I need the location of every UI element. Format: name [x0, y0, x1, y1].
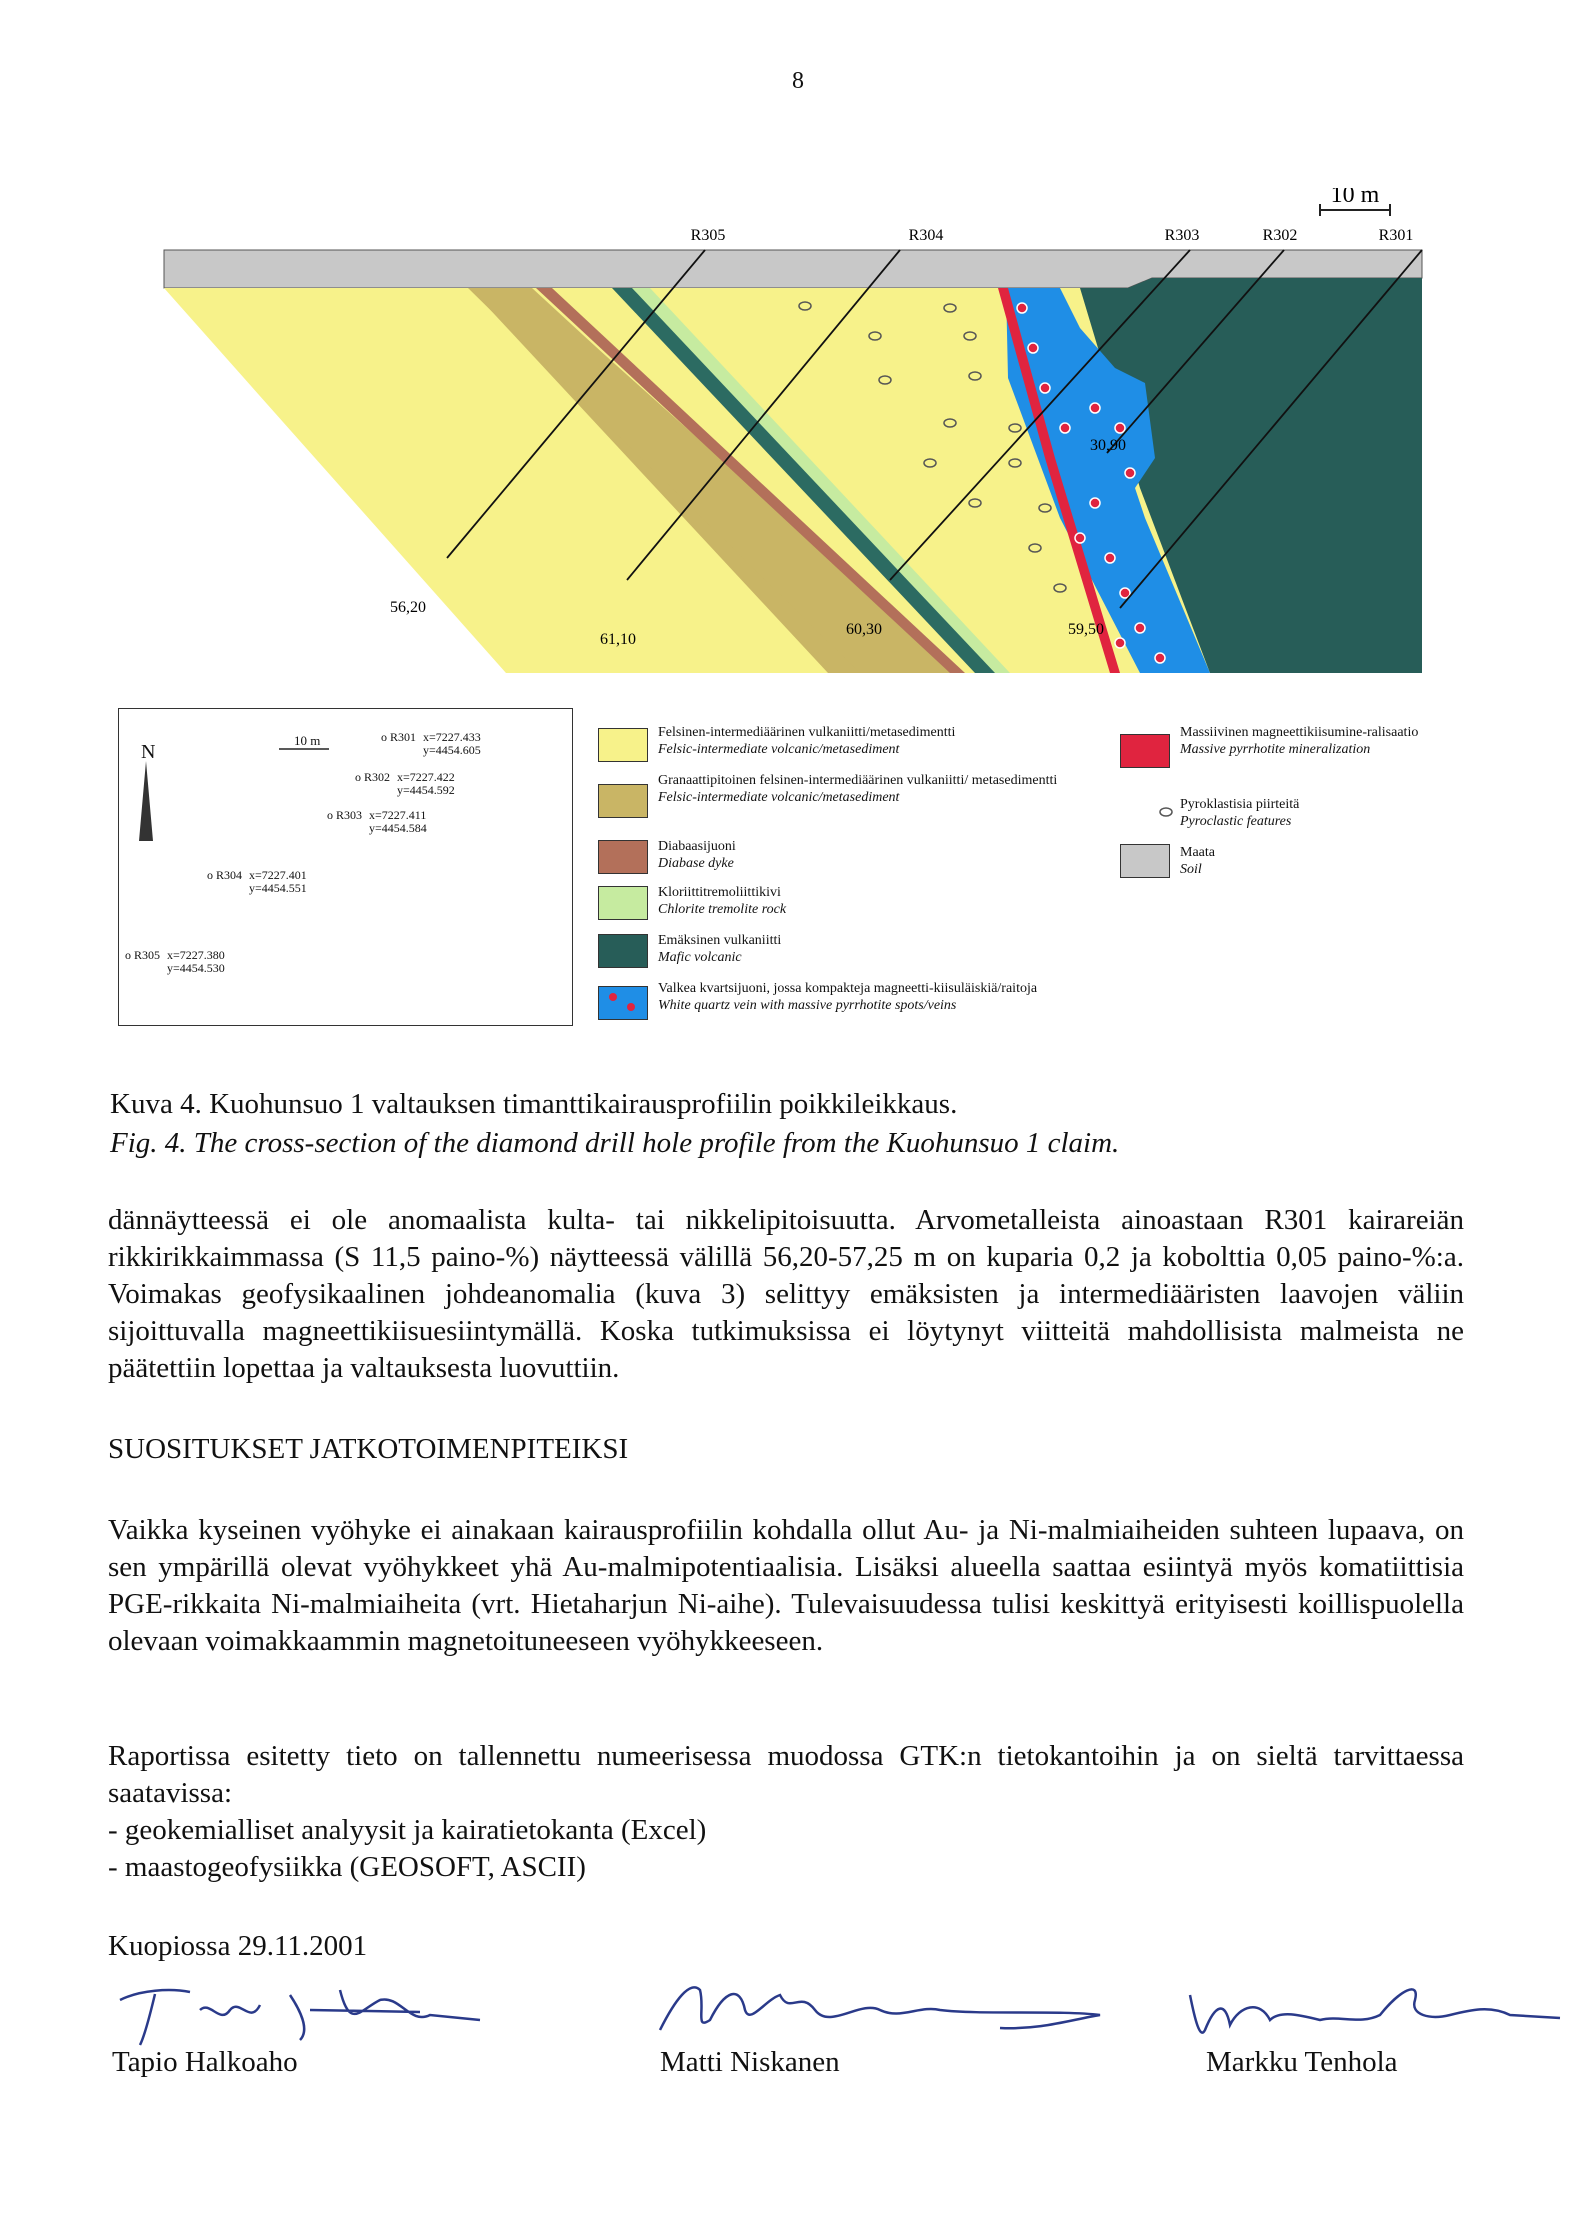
caption-en: Fig. 4. The cross-section of the diamond drill hole profile from the Kuohunsuo 1 claim. — [110, 1127, 1120, 1159]
location-map — [118, 708, 573, 1026]
legend-swatch-soil — [1120, 844, 1170, 878]
legend-swatch-chlorite — [598, 886, 648, 920]
signatory-2: Matti Niskanen — [660, 2046, 840, 2078]
list-item: - maastogeofysiikka (GEOSOFT, ASCII) — [108, 1851, 586, 1883]
legend-item-garnet: Granaattipitoinen felsinen-intermediäärinen vulkaniitti/ metasedimentti Felsic-intermediate volcanic/metasediment — [658, 773, 1058, 805]
north-arrow — [139, 761, 153, 841]
north-label: N — [141, 741, 156, 763]
legend-item-soil: Maata Soil — [1180, 845, 1215, 877]
map-point-r304: o R304 x=7227.401 y=4454.551 — [207, 868, 307, 895]
legend-item-quartz: Valkea kvartsijuoni, jossa kompakteja magneetti-kiisuläiskiä/raitoja White quartz vein with massive pyrrhotite spots/veins — [658, 981, 1038, 1013]
legend-swatch-diabase — [598, 840, 648, 874]
map-point-r303: o R303 x=7227.411 y=4454.584 — [327, 808, 427, 835]
legend-item-chlorite: Kloriittitremoliittikivi Chlorite tremolite rock — [658, 885, 787, 917]
page-number: 8 — [792, 68, 804, 94]
map-point-r305: o R305 x=7227.380 y=4454.530 — [125, 948, 225, 975]
legend-item-diabase: Diabaasijuoni Diabase dyke — [658, 839, 736, 871]
legend-swatch-mafic — [598, 934, 648, 968]
svg-text:59,50: 59,50 — [1068, 621, 1104, 638]
place-date: Kuopiossa 29.11.2001 — [108, 1930, 368, 1962]
svg-text:R302: R302 — [1262, 227, 1298, 244]
data-list — [108, 1812, 1464, 1886]
svg-text:R304: R304 — [908, 227, 944, 244]
map-point-r302: o R302 x=7227.422 y=4454.592 — [355, 770, 455, 797]
legend-swatch-garnet — [598, 784, 648, 818]
svg-text:30,90: 30,90 — [1090, 437, 1126, 454]
svg-text:R305: R305 — [690, 227, 726, 244]
drillhole-labels — [691, 227, 1414, 244]
legend-item-pyrrhotite: Massiivinen magneettikiisumine-ralisaatio Massive pyrrhotite mineralization — [1180, 725, 1419, 757]
list-item: - geokemialliset analyysit ja kairatietokanta (Excel) — [108, 1814, 707, 1846]
paragraph-1: dännäytteessä ei ole anomaalista kulta- tai nikkelipitoisuutta. Arvometalleista ainoastaan R301 kairareiän rikkirikkaimmassa (S 11,5 paino-%) näytteessä välillä 56,20-57,25 m on kuparia 0,2 ja kobolttia 0,05 paino-%:a. Voimakas geofysikaalinen johdeanomalia (kuva 3) selittyy emäksisten ja intermediääristen laavojen väliin sijoittuvalla magneettikiisuesiintymällä. Koska tutkimuksissa ei löytynyt viitteitä mahdollisista malmeista ne päätettiin lopettaa ja valtauksesta luovuttiin. — [108, 1204, 1464, 1384]
legend-swatch-quartz — [598, 986, 648, 1020]
scale-label: 10 m — [1330, 188, 1380, 208]
svg-text:60,30: 60,30 — [846, 621, 882, 638]
cross-section-figure — [160, 188, 1430, 688]
map-scale-label: 10 m — [294, 733, 321, 748]
legend-column-1 — [598, 724, 1118, 1044]
paragraph-2: Vaikka kyseinen vyöhyke ei ainakaan kairausprofiilin kohdalla ollut Au- ja Ni-malmiaiheiden suhteen lupaava, on sen ympärillä olevat vyöhykkeet yhä Au-malmipotentiaalisia. Lisäksi alueella saattaa esiintyä myös komatiittisia PGE-rikkaita Ni-malmiaiheita (vrt. Hietaharjun Ni-aihe). Tulevaisuudessa tulisi keskittyä erityisesti koillispuolella olevaan voimakkaammin magnetoituneeseen vyöhykkeeseen. — [108, 1514, 1464, 1657]
legend-item-pyroclastic: Pyroklastisia piirteitä Pyroclastic features — [1180, 797, 1300, 829]
section-heading: SUOSITUKSET JATKOTOIMENPITEIKSI — [108, 1433, 629, 1465]
map-point-r301: o R301 x=7227.433 y=4454.605 — [381, 730, 481, 757]
legend-column-2 — [1120, 724, 1460, 894]
signatory-3: Markku Tenhola — [1206, 2046, 1398, 2078]
legend-item-felsic: Felsinen-intermediäärinen vulkaniitti/metasedimentti Felsic-intermediate volcanic/metasediment — [658, 725, 956, 757]
svg-text:R303: R303 — [1164, 227, 1200, 244]
legend-item-mafic: Emäksinen vulkaniitti Mafic volcanic — [658, 933, 782, 965]
legend-swatch-pyrrhotite — [1120, 734, 1170, 768]
pyroclastic-icon — [1158, 806, 1174, 818]
svg-text:56,20: 56,20 — [390, 599, 426, 616]
caption-fi: Kuva 4. Kuohunsuo 1 valtauksen timanttikairausprofiilin poikkileikkaus. — [110, 1088, 958, 1120]
svg-text:61,10: 61,10 — [600, 631, 636, 648]
svg-text:R301: R301 — [1378, 227, 1414, 244]
signatory-1: Tapio Halkoaho — [112, 2046, 298, 2078]
legend-swatch-felsic — [598, 728, 648, 762]
paragraph-3: Raportissa esitetty tieto on tallennettu numeerisessa muodossa GTK:n tietokantoihin ja on sieltä tarvittaessa saatavissa: — [108, 1740, 1464, 1809]
